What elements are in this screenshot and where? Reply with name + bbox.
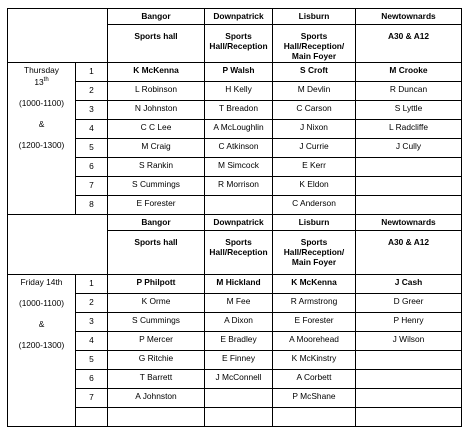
session-day: Friday 14th (20, 277, 63, 287)
staff-name-cell: E Kerr (273, 158, 356, 177)
venue-location: A30 & A12 (356, 25, 462, 63)
staff-name-cell (205, 196, 273, 215)
table-row (8, 158, 462, 177)
venue-location: Sports Hall/Reception/ Main Foyer (273, 231, 356, 275)
staff-name-cell: M Craig (108, 139, 205, 158)
table-row (8, 63, 462, 82)
staff-name-cell (356, 158, 462, 177)
table-row (8, 408, 462, 427)
session-day-cell (8, 275, 76, 427)
staff-name-cell: P Walsh (205, 63, 273, 82)
staff-name-cell: J Nixon (273, 120, 356, 139)
staff-name-cell: M Hickland (205, 275, 273, 294)
staff-name-cell: E Forester (273, 313, 356, 332)
session-and: & (38, 118, 45, 129)
venue-location: Sports hall (108, 25, 205, 63)
staff-name-cell: S Rankin (108, 158, 205, 177)
staff-name-cell: K Orme (108, 294, 205, 313)
venue-name: Bangor (108, 215, 205, 231)
staff-name-cell: R Morrison (205, 177, 273, 196)
table-row (8, 120, 462, 139)
table-row (8, 332, 462, 351)
venue-name: Newtownards (356, 215, 462, 231)
venue-location: Sports Hall/Reception/ Main Foyer (273, 25, 356, 63)
table-row (8, 82, 462, 101)
venue-location: Sports hall (108, 231, 205, 275)
staff-name-cell: K McKinstry (273, 351, 356, 370)
staff-name-cell: L Robinson (108, 82, 205, 101)
session-day: Thursday (24, 65, 59, 75)
table-row (8, 294, 462, 313)
staff-name-cell (273, 408, 356, 427)
row-number: 5 (76, 351, 108, 370)
row-number: 2 (76, 294, 108, 313)
session-and: & (38, 319, 45, 329)
staff-name-cell: S Cummings (108, 313, 205, 332)
staff-name-cell (108, 408, 205, 427)
staff-name-cell (356, 196, 462, 215)
staff-name-cell: J Cash (356, 275, 462, 294)
staff-name-cell: P McShane (273, 389, 356, 408)
session-day-cell (8, 63, 76, 215)
staff-name-cell: E Forester (108, 196, 205, 215)
staff-name-cell: P Henry (356, 313, 462, 332)
session-date-suffix: th (43, 77, 49, 83)
venue-location: Sports Hall/Reception (205, 25, 273, 63)
staff-name-cell: E Bradley (205, 332, 273, 351)
staff-name-cell: A McLoughlin (205, 120, 273, 139)
venue-name: Lisburn (273, 215, 356, 231)
staff-name-cell (356, 177, 462, 196)
row-number: 6 (76, 370, 108, 389)
row-number: 3 (76, 313, 108, 332)
header-blank-cell (8, 215, 108, 275)
row-number (76, 408, 108, 427)
row-number: 4 (76, 332, 108, 351)
staff-name-cell: K McKenna (273, 275, 356, 294)
staff-name-cell: A Corbett (273, 370, 356, 389)
staff-name-cell: A Dixon (205, 313, 273, 332)
session-time-afternoon: (1200-1300) (18, 139, 65, 150)
row-number: 6 (76, 158, 108, 177)
table-row (8, 389, 462, 408)
staff-name-cell: T Barrett (108, 370, 205, 389)
session-time-afternoon: (1200-1300) (18, 340, 65, 350)
staff-name-cell: C Anderson (273, 196, 356, 215)
table-row (8, 351, 462, 370)
staff-name-cell: M Simcock (205, 158, 273, 177)
staff-name-cell: C Carson (273, 101, 356, 120)
staff-name-cell: M Crooke (356, 63, 462, 82)
staff-name-cell: K McKenna (108, 63, 205, 82)
staff-name-cell: E Finney (205, 351, 273, 370)
table-row (8, 139, 462, 158)
row-number: 7 (76, 177, 108, 196)
session-time-morning: (1000-1100) (18, 97, 64, 108)
venue-name: Downpatrick (205, 9, 273, 25)
staff-name-cell: J Currie (273, 139, 356, 158)
session-date-number: 13 (34, 76, 44, 87)
staff-name-cell: M Devlin (273, 82, 356, 101)
staff-name-cell: C C Lee (108, 120, 205, 139)
row-number: 3 (76, 101, 108, 120)
staff-name-cell: R Duncan (356, 82, 462, 101)
staff-name-cell: S Cummings (108, 177, 205, 196)
row-number: 2 (76, 82, 108, 101)
staff-name-cell (356, 370, 462, 389)
venue-name: Bangor (108, 9, 205, 25)
venue-name: Downpatrick (205, 215, 273, 231)
row-number: 8 (76, 196, 108, 215)
rota-body (8, 9, 462, 427)
staff-name-cell: A Moorehead (273, 332, 356, 351)
staff-name-cell: A Johnston (108, 389, 205, 408)
staff-rota-table (7, 8, 462, 427)
staff-name-cell (356, 408, 462, 427)
staff-name-cell: T Breadon (205, 101, 273, 120)
staff-name-cell: S Lyttle (356, 101, 462, 120)
staff-name-cell: J Wilson (356, 332, 462, 351)
row-number: 7 (76, 389, 108, 408)
table-row (8, 177, 462, 196)
staff-name-cell: R Armstrong (273, 294, 356, 313)
session-time-morning: (1000-1100) (18, 298, 64, 308)
table-row (8, 313, 462, 332)
staff-name-cell (356, 351, 462, 370)
staff-name-cell: K Eldon (273, 177, 356, 196)
row-number: 1 (76, 275, 108, 294)
staff-name-cell: L Radcliffe (356, 120, 462, 139)
row-number: 1 (76, 63, 108, 82)
staff-name-cell (356, 389, 462, 408)
staff-name-cell (205, 389, 273, 408)
session-date (10, 75, 73, 87)
staff-name-cell: H Kelly (205, 82, 273, 101)
staff-name-cell (205, 408, 273, 427)
venue-header-row (8, 215, 462, 231)
header-blank-cell (8, 9, 108, 63)
staff-name-cell: D Greer (356, 294, 462, 313)
venue-name: Lisburn (273, 9, 356, 25)
row-number: 5 (76, 139, 108, 158)
table-row (8, 275, 462, 294)
staff-name-cell: C Atkinson (205, 139, 273, 158)
venue-header-row (8, 9, 462, 25)
table-row (8, 196, 462, 215)
staff-name-cell: G Ritchie (108, 351, 205, 370)
staff-name-cell: J Cully (356, 139, 462, 158)
row-number: 4 (76, 120, 108, 139)
staff-name-cell: P Philpott (108, 275, 205, 294)
venue-name: Newtownards (356, 9, 462, 25)
table-row (8, 101, 462, 120)
staff-name-cell: J McConnell (205, 370, 273, 389)
staff-name-cell: N Johnston (108, 101, 205, 120)
staff-name-cell: S Croft (273, 63, 356, 82)
venue-location: Sports Hall/Reception (205, 231, 273, 275)
staff-name-cell: M Fee (205, 294, 273, 313)
staff-name-cell: P Mercer (108, 332, 205, 351)
venue-location: A30 & A12 (356, 231, 462, 275)
table-row (8, 370, 462, 389)
